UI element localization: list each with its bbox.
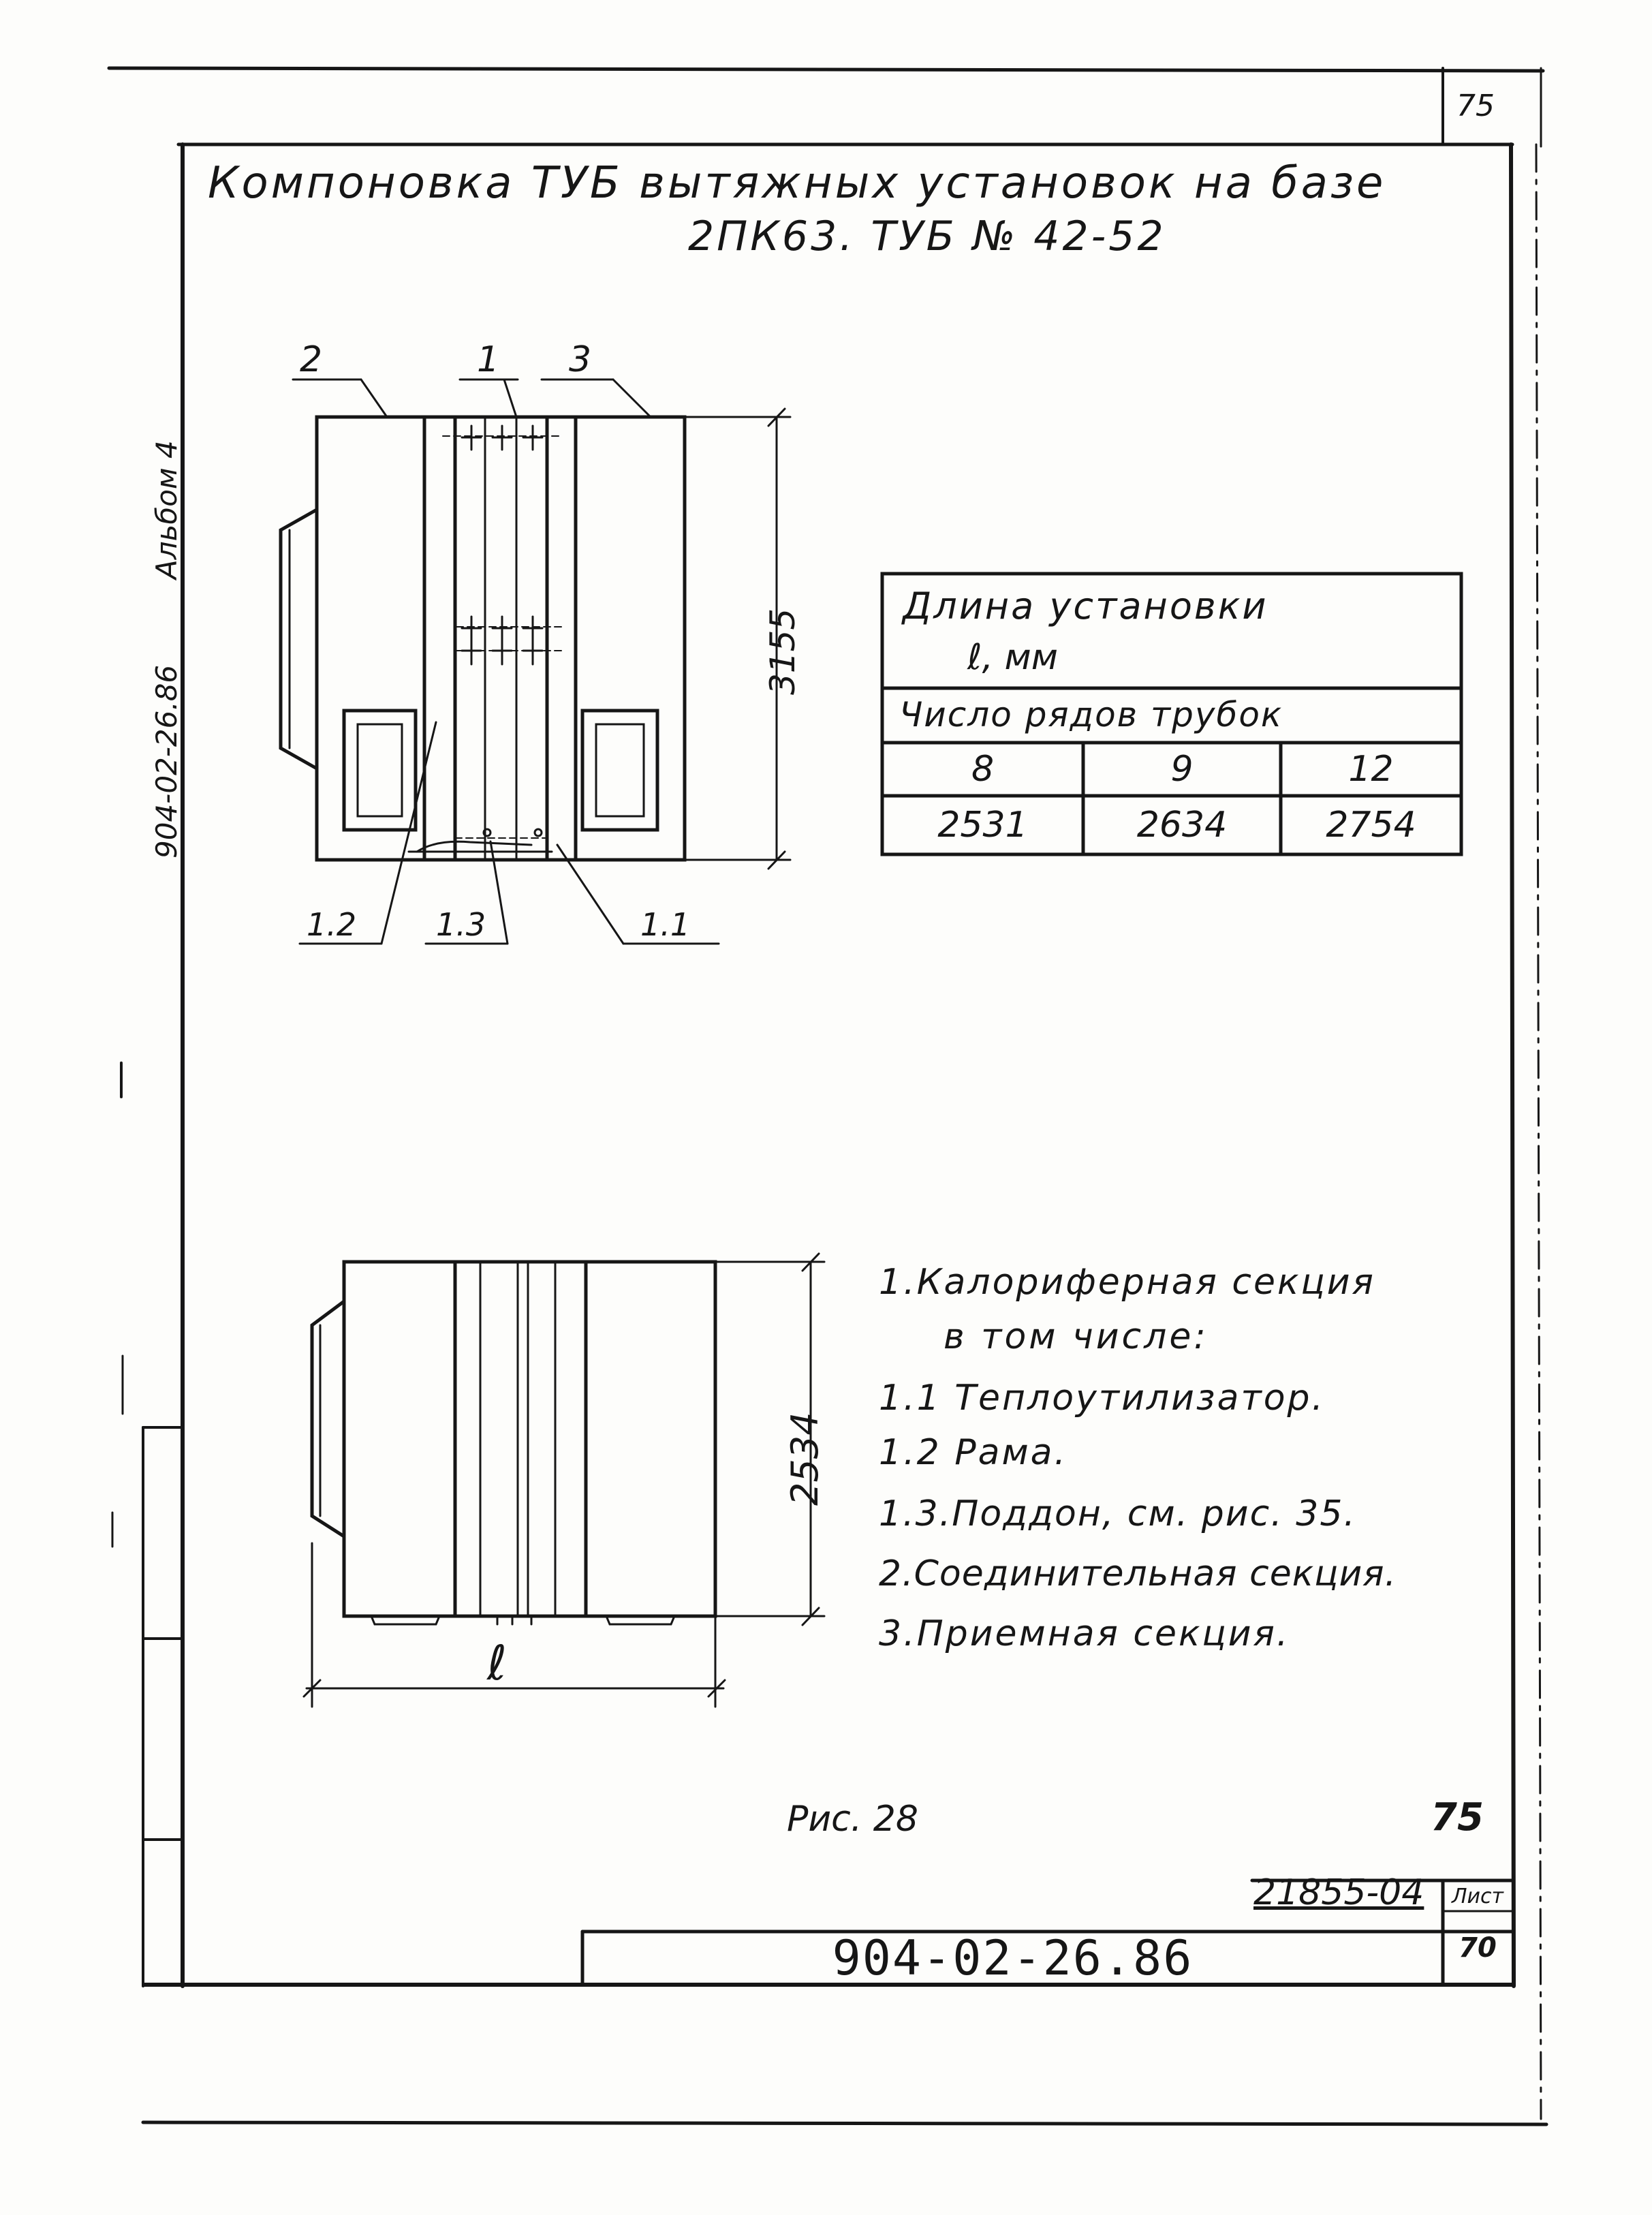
callout-1: 1 xyxy=(477,339,500,380)
corner-page-number: 75 xyxy=(1456,89,1495,123)
side-code-label: 904-02-26.86 xyxy=(150,664,183,858)
title-block-sheet-number: 70 xyxy=(1459,1932,1497,1964)
legend-item-1-2: 1.2 Рама. xyxy=(879,1432,1068,1473)
legend-item-1-sub: в том числе: xyxy=(944,1316,1209,1357)
table-header-line2: ℓ, мм xyxy=(967,637,1058,678)
top-view-drawing xyxy=(281,380,790,944)
frame-right xyxy=(1511,144,1514,1986)
top-border-line xyxy=(109,68,1543,71)
table-value-9: 2634 xyxy=(1136,805,1228,846)
table-header-line1: Длина установки xyxy=(903,585,1268,628)
callout-3: 3 xyxy=(569,339,592,380)
legend-item-1-1: 1.1 Теплоутилизатор. xyxy=(879,1378,1326,1419)
callout-1-3: 1.3 xyxy=(436,906,486,943)
inventory-number: 21855-04 xyxy=(1253,1872,1424,1913)
legend-item-1-3: 1.3.Поддон, см. рис. 35. xyxy=(879,1493,1356,1534)
callout-2: 2 xyxy=(300,339,323,380)
callout-1-2: 1.2 xyxy=(307,906,357,943)
table-col-12: 12 xyxy=(1348,749,1394,790)
figure-caption: Рис. 28 xyxy=(787,1799,918,1840)
table-col-9: 9 xyxy=(1170,749,1194,790)
table-subheader: Число рядов трубок xyxy=(899,695,1283,734)
table-value-12: 2754 xyxy=(1326,805,1416,846)
table-col-8: 8 xyxy=(971,749,995,790)
bottom-trim-line xyxy=(143,2122,1546,2124)
callout-1-1: 1.1 xyxy=(640,906,691,943)
legend-item-2: 2.Соединительная секция. xyxy=(879,1553,1397,1594)
side-view-drawing xyxy=(304,1254,824,1707)
title-block-sheet-label: Лист xyxy=(1451,1885,1504,1908)
height-dimension-bottom: 2534 xyxy=(783,1412,826,1506)
table-value-8: 2531 xyxy=(937,805,1028,846)
title-block-code: 904-02-26.86 xyxy=(832,1930,1194,1986)
length-dimension-symbol: ℓ xyxy=(487,1635,507,1691)
height-dimension-top: 3155 xyxy=(763,608,802,695)
legend-item-1: 1.Калориферная секция xyxy=(879,1262,1375,1303)
drawing-title-line2: 2ПК63. ТУБ № 42-52 xyxy=(688,213,1166,260)
bottom-page-number: 75 xyxy=(1431,1795,1484,1840)
legend-item-3: 3.Приемная секция. xyxy=(879,1613,1290,1654)
drawing-title-line1: Компоновка ТУБ вытяжных установок на базе xyxy=(208,158,1386,208)
side-album-label: Альбом 4 xyxy=(150,440,183,579)
